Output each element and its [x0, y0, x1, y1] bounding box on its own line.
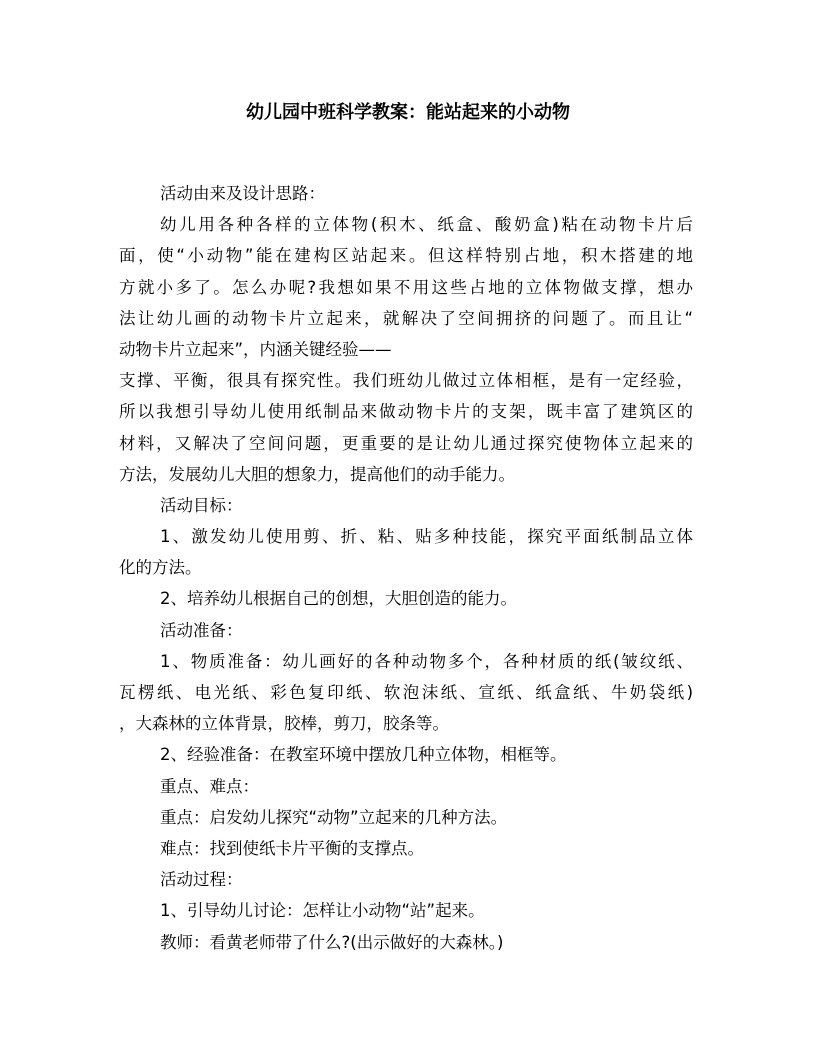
- paragraph-line: 法让幼儿画的动物卡片立起来，就解决了空间拥挤的问题了。而且让“: [119, 308, 693, 328]
- heading-key-points: 重点、难点：: [160, 776, 259, 796]
- heading-origin: 活动由来及设计思路：: [160, 184, 325, 203]
- paragraph-line: 2、经验准备：在教室环境中摆放几种立体物，相框等。: [160, 745, 567, 765]
- paragraph-line: 方法，发展幼儿大胆的想象力，提高他们的动手能力。: [119, 464, 515, 484]
- paragraph-line: 瓦楞纸、电光纸、彩色复印纸、软泡沫纸、宣纸、纸盒纸、牛奶袋纸): [119, 683, 693, 702]
- document-body: [119, 178, 693, 958]
- paragraph-line: 化的方法。: [119, 558, 202, 578]
- paragraph-line: 面，使“小动物”能在建构区站起来。但这样特别占地，积木搭建的地: [119, 246, 693, 266]
- paragraph-line: 教师：看黄老师带了什么?(出示做好的大森林。): [160, 932, 504, 952]
- document-title: 幼儿园中班科学教案：能站起来的小动物: [246, 102, 570, 123]
- paragraph-line: 1、引导幼儿讨论：怎样让小动物“站”起来。: [160, 901, 485, 921]
- paragraph-line: 支撑、平衡，很具有探究性。我们班幼儿做过立体相框，是有一定经验，: [119, 371, 693, 391]
- heading-process: 活动过程：: [160, 870, 243, 890]
- paragraph-line: 方就小多了。怎么办呢?我想如果不用这些占地的立体物做支撑，想办: [119, 277, 693, 297]
- paragraph-line: 1、激发幼儿使用剪、折、粘、贴多种技能，探究平面纸制品立体: [160, 527, 693, 547]
- paragraph-line: 难点：找到使纸卡片平衡的支撑点。: [160, 838, 424, 858]
- paragraph-line: ，大森林的立体背景，胶棒，剪刀，胶条等。: [119, 714, 449, 734]
- paragraph-line: 动物卡片立起来”，内涵关键经验——: [119, 339, 392, 359]
- paragraph-line: 幼儿用各种各样的立体物(积木、纸盒、酸奶盒)粘在动物卡片后: [160, 215, 693, 235]
- paragraph-line: 1、物质准备：幼儿画好的各种动物多个，各种材质的纸(皱纹纸、: [160, 651, 693, 671]
- heading-goals: 活动目标：: [160, 495, 243, 515]
- paragraph-line: 2、培养幼儿根据自己的创想，大胆创造的能力。: [160, 589, 517, 609]
- paragraph-line: 材料，又解决了空间问题，更重要的是让幼儿通过探究使物体立起来的: [119, 433, 693, 453]
- paragraph-line: 所以我想引导幼儿使用纸制品来做动物卡片的支架，既丰富了建筑区的: [119, 402, 693, 422]
- paragraph-line: 重点：启发幼儿探究“动物”立起来的几种方法。: [160, 807, 508, 827]
- heading-preparation: 活动准备：: [160, 620, 243, 640]
